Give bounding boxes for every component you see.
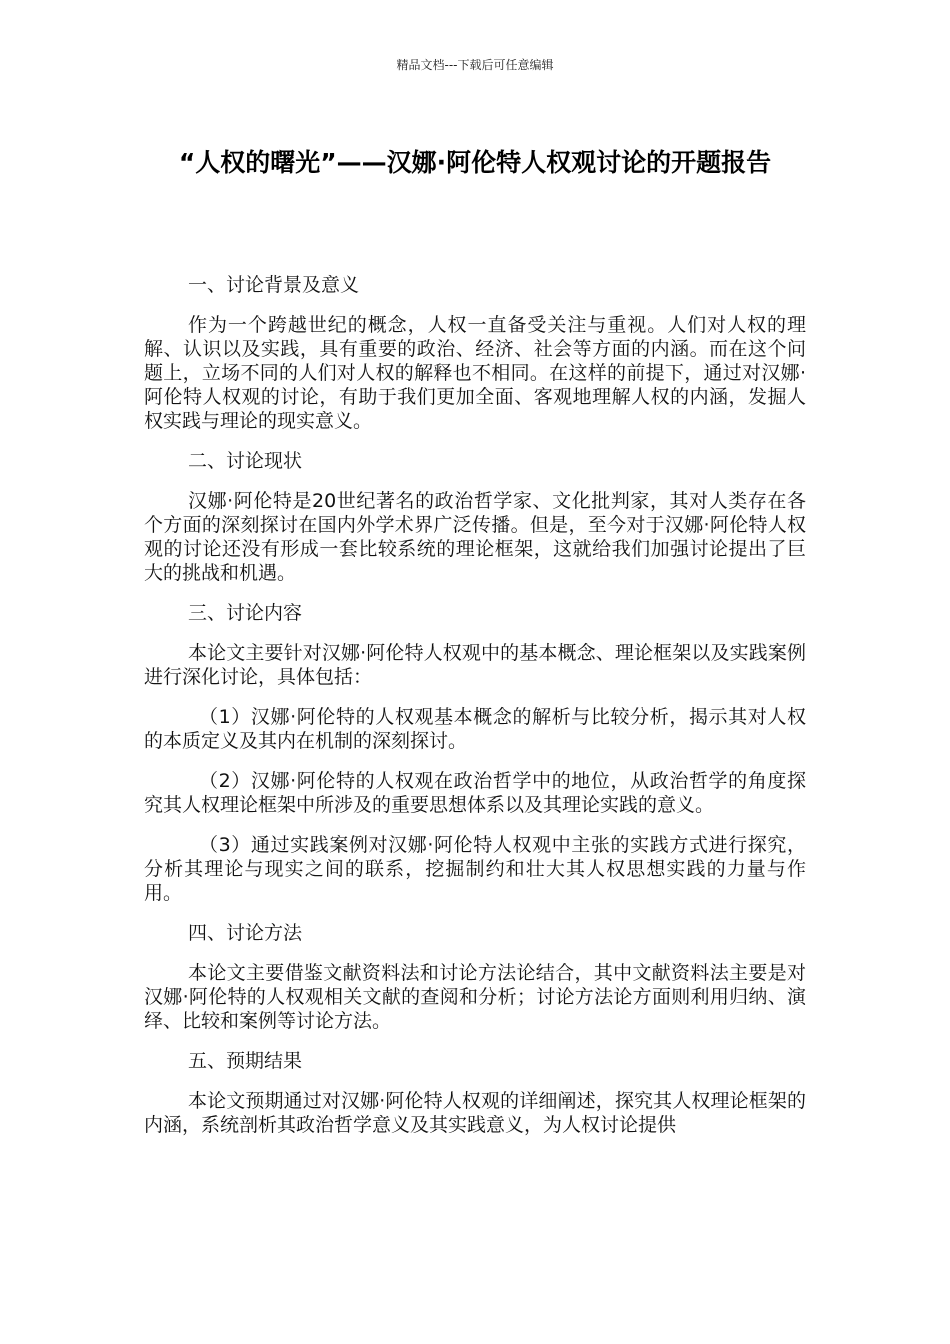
section-background [144,273,806,433]
list-item: （3）通过实践案例对汉娜·阿伦特人权观中主张的实践方式进行探究，分析其理论与现实之间的联系，挖掘制约和壮大其人权思想实践的力量与作用。 [144,834,806,904]
section-expected-results [144,1049,806,1137]
page-header-note: 精品文档---下载后可任意编辑 [396,58,554,72]
section-status [144,449,806,585]
body-paragraph: 汉娜·阿伦特是20世纪著名的政治哲学家、文化批判家，其对人类存在各个方面的深刻探讨在国内外学术界广泛传播。但是，至今对于汉娜·阿伦特人权观的讨论还没有形成一套比较系统的理论框架，这就给我们加强讨论提出了巨大的挑战和机遇。 [144,490,806,584]
body-paragraph: 本论文主要借鉴文献资料法和讨论方法论结合，其中文献资料法主要是对汉娜·阿伦特的人权观相关文献的查阅和分析；讨论方法论方面则利用归纳、演绎、比较和案例等讨论方法。 [144,962,806,1032]
section-content [144,601,806,905]
body-paragraph: 本论文预期通过对汉娜·阿伦特人权观的详细阐述，探究其人权理论框架的内涵，系统剖析其政治哲学意义及其实践意义，为人权讨论提供 [144,1090,806,1136]
section-heading: 一、讨论背景及意义 [188,274,360,296]
section-heading: 五、预期结果 [188,1050,303,1072]
list-item: （2）汉娜·阿伦特的人权观在政治哲学中的地位，从政治哲学的角度探究其人权理论框架中所涉及的重要思想体系以及其理论实践的意义。 [144,770,806,816]
body-paragraph: 本论文主要针对汉娜·阿伦特人权观中的基本概念、理论框架以及实践案例进行深化讨论，具体包括： [144,642,806,688]
body-paragraph: 作为一个跨越世纪的概念，人权一直备受关注与重视。人们对人权的理解、认识以及实践，具有重要的政治、经济、社会等方面的内涵。而在这个问题上，立场不同的人们对人权的解释也不相同。在这样的前提下，通过对汉娜·阿伦特人权观的讨论，有助于我们更加全面、客观地理解人权的内涵，发掘人权实践与理论的现实意义。 [144,314,806,432]
section-heading: 二、讨论现状 [188,450,303,472]
document-body [144,273,806,1137]
section-heading: 四、讨论方法 [188,922,303,944]
section-method [144,921,806,1033]
document-title: “人权的曙光”——汉娜·阿伦特人权观讨论的开题报告 [178,148,772,177]
section-heading: 三、讨论内容 [188,602,303,624]
list-item: （1）汉娜·阿伦特的人权观基本概念的解析与比较分析，揭示其对人权的本质定义及其内在机制的深刻探讨。 [144,706,806,752]
